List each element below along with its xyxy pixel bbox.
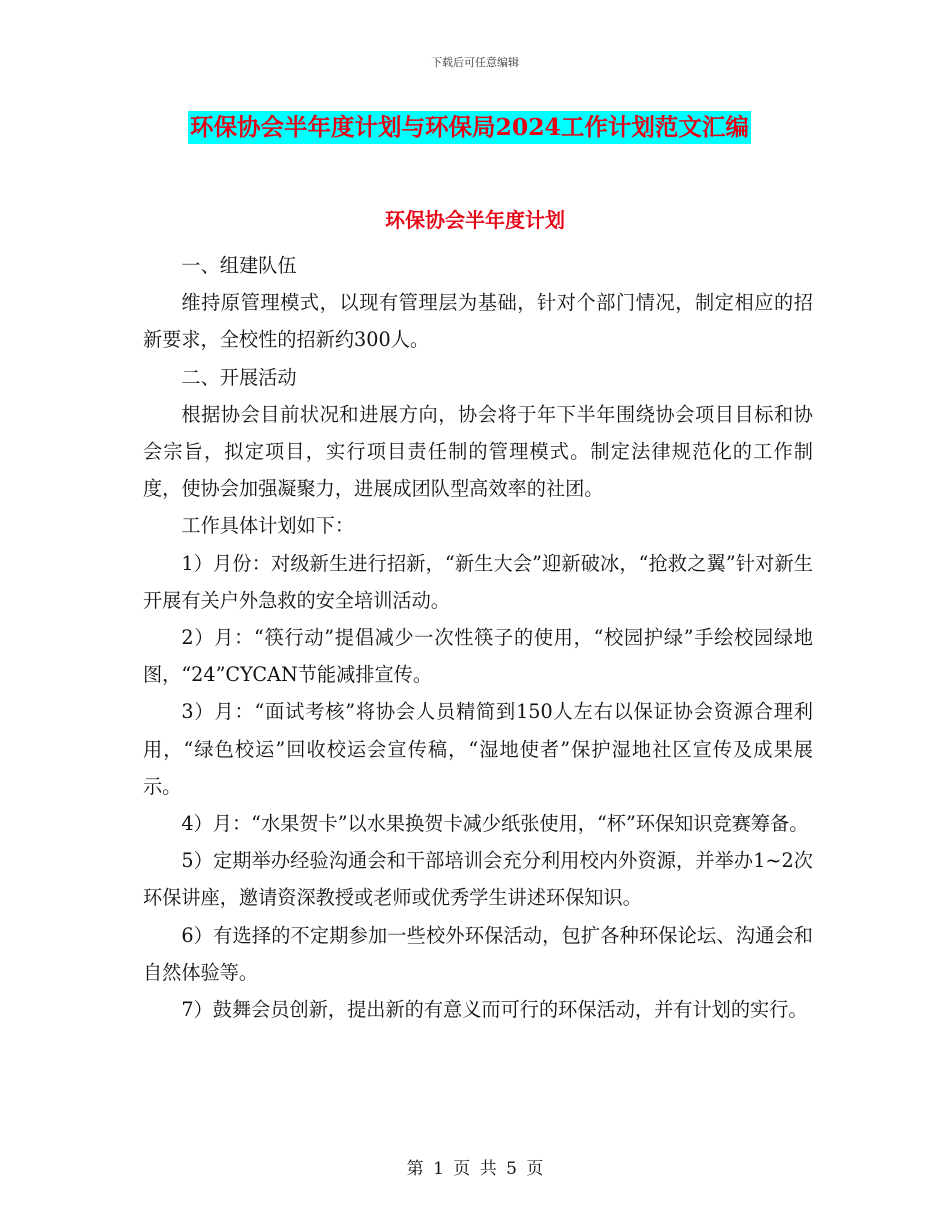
paragraph-activities: 根据协会目前状况和进展方向，协会将于年下半年围绕协会项目目标和协会宗旨，拟定项目，实行项目责任制的管理模式。制定法律规范化的工作制度，使协会加强凝聚力，进展成团队型高效率的社团。 xyxy=(143,402,813,501)
header-note: 下载后可任意编辑 xyxy=(431,56,519,69)
document-title: 环保协会半年度计划与环保局2024工作计划范文汇编 xyxy=(188,111,751,144)
paragraph-form-team: 维持原管理模式，以现有管理层为基础，针对个部门情况，制定相应的招新要求，全校性的招新约300人。 xyxy=(143,291,813,352)
list-item-plan-5: 5）定期举办经验沟通会和干部培训会充分利用校内外资源，并举办1~2次环保讲座，邀请资深教授或老师或优秀学生讲述环保知识。 xyxy=(143,849,813,910)
list-item-plan-3: 3）月：“面试考核”将协会人员精简到150人左右以保证协会资源合理利用，“绿色校运”回收校运会宣传稿，“湿地使者”保护湿地社区宣传及成果展示。 xyxy=(143,700,813,798)
list-item-plan-7: 7）鼓舞会员创新，提出新的有意义而可行的环保活动，并有计划的实行。 xyxy=(181,998,808,1022)
list-item-plan-6: 6）有选择的不定期参加一些校外环保活动，包扩各种环保论坛、沟通会和自然体验等。 xyxy=(143,923,813,984)
list-item-plan-1: 1）月份：对级新生进行招新，“新生大会”迎新破冰，“抢救之翼”针对新生开展有关户外急救的安全培训活动。 xyxy=(143,551,813,612)
paragraph-plan-intro: 工作具体计划如下： xyxy=(181,514,355,538)
list-item-plan-4: 4）月：“水果贺卡”以水果换贺卡减少纸张使用，“杯”环保知识竞赛筹备。 xyxy=(181,812,809,836)
document-body xyxy=(143,247,813,1028)
heading-form-team: 一、组建队伍 xyxy=(181,254,297,277)
page-number-footer: 第 1 页 共 5 页 xyxy=(406,1159,544,1179)
heading-activities: 二、开展活动 xyxy=(181,365,297,389)
section-title: 环保协会半年度计划 xyxy=(385,208,565,232)
list-item-plan-2: 2）月：“筷行动”提倡减少一次性筷子的使用，“校园护绿”手绘校园绿地图，“24”CYCAN节能减排宣传。 xyxy=(143,626,813,687)
